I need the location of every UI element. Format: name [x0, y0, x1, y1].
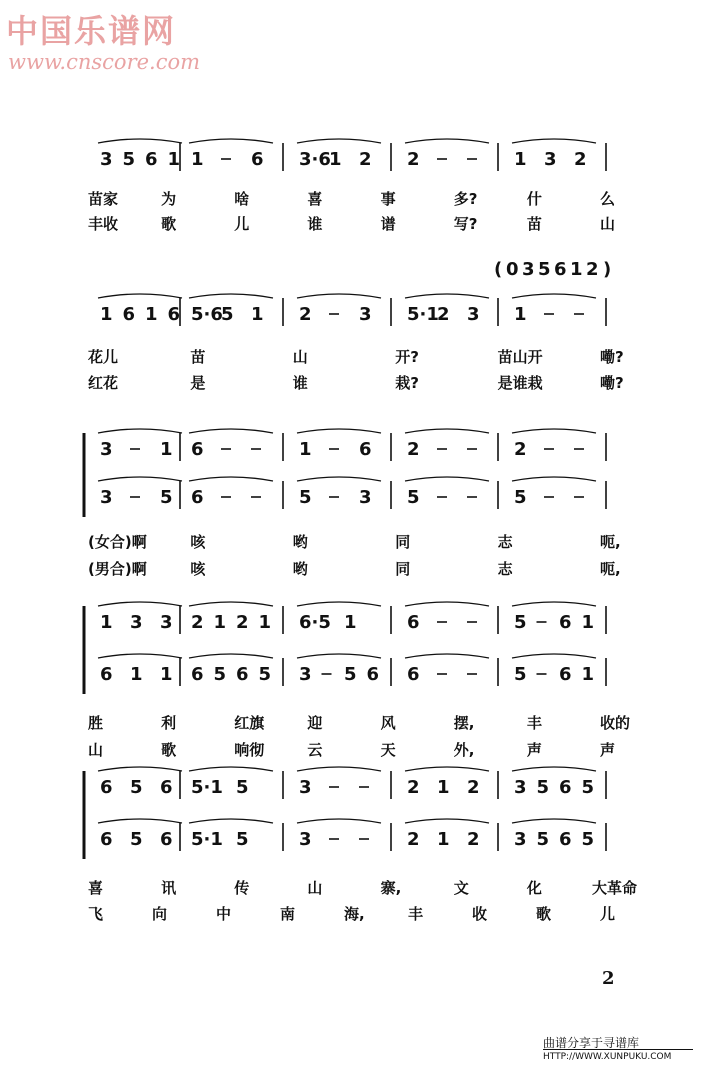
slur — [189, 429, 273, 433]
watermark-url: www.cnscore.com — [8, 50, 201, 74]
note: 1 — [344, 612, 357, 633]
slur — [512, 654, 596, 658]
note: 2 — [299, 304, 312, 325]
slur — [405, 294, 489, 298]
slur — [189, 819, 273, 823]
slur — [297, 602, 381, 606]
slur — [189, 767, 273, 771]
lyric-word: 什 — [526, 190, 542, 208]
slur — [405, 654, 489, 658]
slur — [189, 294, 273, 298]
slur — [98, 294, 182, 298]
lyric-word: 志 — [497, 560, 513, 578]
lyric-word: 苗 — [190, 348, 206, 366]
slur — [512, 477, 596, 481]
note: 5·1 — [191, 829, 223, 850]
note: 1 — [213, 612, 227, 633]
note: 5 — [407, 487, 420, 508]
note: 3 — [359, 487, 372, 508]
lyric-word: 栽? — [395, 374, 419, 392]
note: 5 — [344, 664, 357, 685]
note: 1 — [514, 304, 527, 325]
slur — [98, 602, 182, 606]
lyric-word: 丰 — [526, 714, 542, 732]
note: 6 — [359, 439, 372, 460]
interlude-note: 0 — [506, 259, 519, 280]
note: 2 — [407, 777, 420, 798]
interlude-note: 3 — [522, 259, 535, 280]
slur — [512, 429, 596, 433]
note: 6 — [191, 439, 204, 460]
watermark-logo: 中国乐谱网 — [6, 12, 177, 50]
note: 1 — [130, 664, 143, 685]
lyric-word: 咳 — [190, 560, 206, 578]
page-number: 2 — [602, 968, 615, 989]
note: 1 — [437, 829, 450, 850]
lyric-word: 谁 — [307, 215, 323, 233]
lyric-word: 苗 — [526, 215, 542, 233]
note: 6 — [100, 777, 113, 798]
note: 5 — [514, 612, 527, 633]
note: 2 — [407, 439, 420, 460]
note: 6 — [160, 829, 173, 850]
note: 2 — [467, 777, 480, 798]
lyric-word: 开? — [395, 348, 419, 366]
note: 5 — [514, 487, 527, 508]
note: 5 — [122, 149, 136, 170]
slur — [512, 294, 596, 298]
slur — [98, 139, 182, 143]
slur — [189, 477, 273, 481]
note: 2 — [574, 149, 587, 170]
note: 6 — [407, 612, 420, 633]
lyric-word: 向 — [152, 905, 168, 923]
note: 6 — [160, 777, 173, 798]
slur — [405, 429, 489, 433]
lyric-word: 为 — [161, 190, 177, 208]
note: 6 — [407, 664, 420, 685]
slur — [405, 602, 489, 606]
lyric-word: 大革命 — [592, 879, 638, 897]
note: 1 — [581, 612, 595, 633]
note: 3·6 — [299, 149, 331, 170]
note: 6 — [122, 304, 136, 325]
note: 6 — [100, 829, 113, 850]
slur — [297, 477, 381, 481]
note: 5 — [160, 487, 173, 508]
lyric-word: (男合)啊 — [88, 560, 147, 578]
note: 1 — [437, 777, 450, 798]
lyric-word: 化 — [526, 879, 542, 897]
lyric-word: 寨, — [380, 879, 402, 897]
lyric-word: 呃, — [600, 533, 621, 551]
footer-url: HTTP://WWW.XUNPUKU.COM — [543, 1052, 672, 1062]
lyric-word: 南 — [280, 905, 296, 923]
note: 1 — [329, 149, 342, 170]
lyric-word: 嘞? — [600, 348, 624, 366]
lyric-word: 云 — [307, 741, 323, 759]
lyric-word: 歌 — [161, 215, 177, 233]
footer-divider — [543, 1049, 693, 1050]
interlude-note: 2 — [586, 259, 599, 280]
note: 1 — [160, 439, 173, 460]
note: 5·1 — [191, 777, 223, 798]
note: 5 — [536, 777, 550, 798]
lyric-word: 儿 — [234, 215, 250, 233]
lyric-word: 花儿 — [88, 348, 119, 366]
note: 2 — [407, 829, 420, 850]
note: 5 — [213, 664, 227, 685]
slur — [189, 654, 273, 658]
slur — [297, 139, 381, 143]
lyric-word: (女合)啊 — [88, 533, 147, 551]
note: 5 — [514, 664, 527, 685]
lyric-word: 摆, — [453, 714, 475, 732]
note: 6 — [167, 304, 181, 325]
slur — [297, 819, 381, 823]
slur — [189, 139, 273, 143]
note: 3 — [544, 149, 557, 170]
note: 3 — [514, 777, 527, 798]
note: 5 — [130, 829, 143, 850]
lyric-word: 丰收 — [88, 215, 119, 233]
lyric-word: 写? — [453, 215, 478, 233]
note: 6 — [236, 664, 249, 685]
note: 2 — [191, 612, 204, 633]
lyric-word: 风 — [380, 714, 396, 732]
note: 6 — [366, 664, 380, 685]
lyric-word: 是 — [190, 374, 206, 392]
lyric-word: 多? — [453, 190, 478, 208]
lyric-word: 响彻 — [234, 741, 265, 759]
lyric-word: 儿 — [600, 905, 616, 923]
lyric-word: 声 — [526, 741, 542, 759]
lyric-word: 山 — [292, 348, 308, 366]
lyric-word: 么 — [600, 190, 616, 208]
lyric-word: 咳 — [190, 533, 206, 551]
lyric-word: 谱 — [380, 215, 396, 233]
lyric-word: 喜 — [307, 190, 323, 208]
interlude-note: 1 — [570, 259, 583, 280]
note: 1 — [581, 664, 595, 685]
note: 5 — [299, 487, 312, 508]
lyric-word: 哟 — [292, 533, 308, 551]
lyric-word: 嘞? — [600, 374, 624, 392]
note: 2 — [437, 304, 450, 325]
slur — [98, 767, 182, 771]
note: 5 — [581, 777, 595, 798]
lyric-word: 呃, — [600, 560, 621, 578]
note: 3 — [359, 304, 372, 325]
lyric-word: 事 — [380, 190, 396, 208]
slur — [98, 819, 182, 823]
note: 5·1 — [407, 304, 439, 325]
note: 5 — [236, 777, 249, 798]
note: 1 — [191, 149, 204, 170]
note: 3 — [299, 777, 312, 798]
note: 3 — [299, 664, 312, 685]
note: 6 — [559, 777, 572, 798]
note: 5 — [236, 829, 249, 850]
lyric-word: 同 — [395, 560, 411, 578]
note: 2 — [359, 149, 372, 170]
slur — [98, 429, 182, 433]
note: 3 — [514, 829, 527, 850]
note: 6 — [191, 664, 204, 685]
slur — [297, 429, 381, 433]
note: 2 — [467, 829, 480, 850]
lyric-word: 苗家 — [88, 190, 119, 208]
note: 2 — [236, 612, 249, 633]
note: 1 — [100, 612, 113, 633]
note: 6 — [145, 149, 158, 170]
note: 3 — [467, 304, 480, 325]
slur — [297, 654, 381, 658]
note: 3 — [100, 439, 113, 460]
lyric-word: 红花 — [88, 374, 119, 392]
slur — [189, 602, 273, 606]
note: 1 — [299, 439, 312, 460]
lyric-word: 歌 — [161, 741, 177, 759]
slur — [512, 139, 596, 143]
lyric-word: 是谁栽 — [497, 374, 543, 392]
slur — [98, 477, 182, 481]
slur — [405, 819, 489, 823]
lyric-word: 志 — [497, 533, 513, 551]
note: 5 — [536, 829, 550, 850]
footer-text: 曲谱分享于寻谱库 — [543, 1036, 640, 1050]
lyric-word: 声 — [600, 741, 616, 759]
note: 5 — [258, 664, 272, 685]
lyric-word: 中 — [216, 905, 232, 923]
note: 6 — [251, 149, 264, 170]
note: 3 — [130, 612, 143, 633]
lyric-word: 胜 — [88, 714, 104, 732]
slur — [512, 767, 596, 771]
note: 6 — [559, 664, 572, 685]
lyric-word: 红旗 — [234, 714, 265, 732]
slur — [405, 767, 489, 771]
note: 6·5 — [299, 612, 331, 633]
lyric-word: 山 — [600, 215, 616, 233]
note: 3 — [100, 149, 113, 170]
slur — [512, 819, 596, 823]
note: 5 — [130, 777, 143, 798]
lyric-word: 收 — [472, 905, 488, 923]
slur — [405, 139, 489, 143]
note: 2 — [407, 149, 420, 170]
note: 1 — [167, 149, 181, 170]
note: 3 — [160, 612, 173, 633]
lyric-word: 利 — [161, 714, 177, 732]
note: 1 — [251, 304, 264, 325]
note: 1 — [160, 664, 173, 685]
slur — [405, 477, 489, 481]
note: 3 — [299, 829, 312, 850]
lyric-word: 谁 — [292, 374, 308, 392]
lyric-word: 山 — [88, 741, 104, 759]
lyric-word: 喜 — [88, 879, 104, 897]
lyric-word: 丰 — [408, 905, 424, 923]
lyric-word: 苗山开 — [497, 348, 543, 366]
lyric-word: 歌 — [536, 905, 552, 923]
note: 5 — [581, 829, 595, 850]
note: 6 — [191, 487, 204, 508]
note: 5 — [221, 304, 234, 325]
note: 2 — [514, 439, 527, 460]
note: 1 — [145, 304, 158, 325]
note: 5·6 — [191, 304, 223, 325]
lyric-word: 讯 — [161, 879, 177, 897]
lyric-word: 哟 — [292, 560, 308, 578]
lyric-word: 收的 — [600, 714, 631, 732]
note: 1 — [514, 149, 527, 170]
slur — [512, 602, 596, 606]
note: 6 — [559, 612, 572, 633]
lyric-word: 同 — [395, 533, 411, 551]
interlude-note: 6 — [554, 259, 567, 280]
slur — [98, 654, 182, 658]
interlude-close: ) — [603, 259, 612, 280]
interlude-note: 5 — [538, 259, 551, 280]
interlude-open: ( — [494, 259, 503, 280]
lyric-word: 传 — [234, 879, 250, 897]
note: 1 — [100, 304, 113, 325]
lyric-word: 飞 — [88, 905, 104, 923]
slur — [297, 294, 381, 298]
slur — [297, 767, 381, 771]
note: 6 — [100, 664, 113, 685]
note: 6 — [559, 829, 572, 850]
lyric-word: 山 — [307, 879, 323, 897]
lyric-word: 啥 — [234, 190, 250, 208]
lyric-word: 海, — [344, 905, 365, 923]
note: 3 — [100, 487, 113, 508]
lyric-word: 外, — [453, 741, 475, 759]
lyric-word: 迎 — [307, 714, 323, 732]
note: 1 — [258, 612, 272, 633]
lyric-word: 天 — [380, 741, 396, 759]
lyric-word: 文 — [453, 879, 469, 897]
